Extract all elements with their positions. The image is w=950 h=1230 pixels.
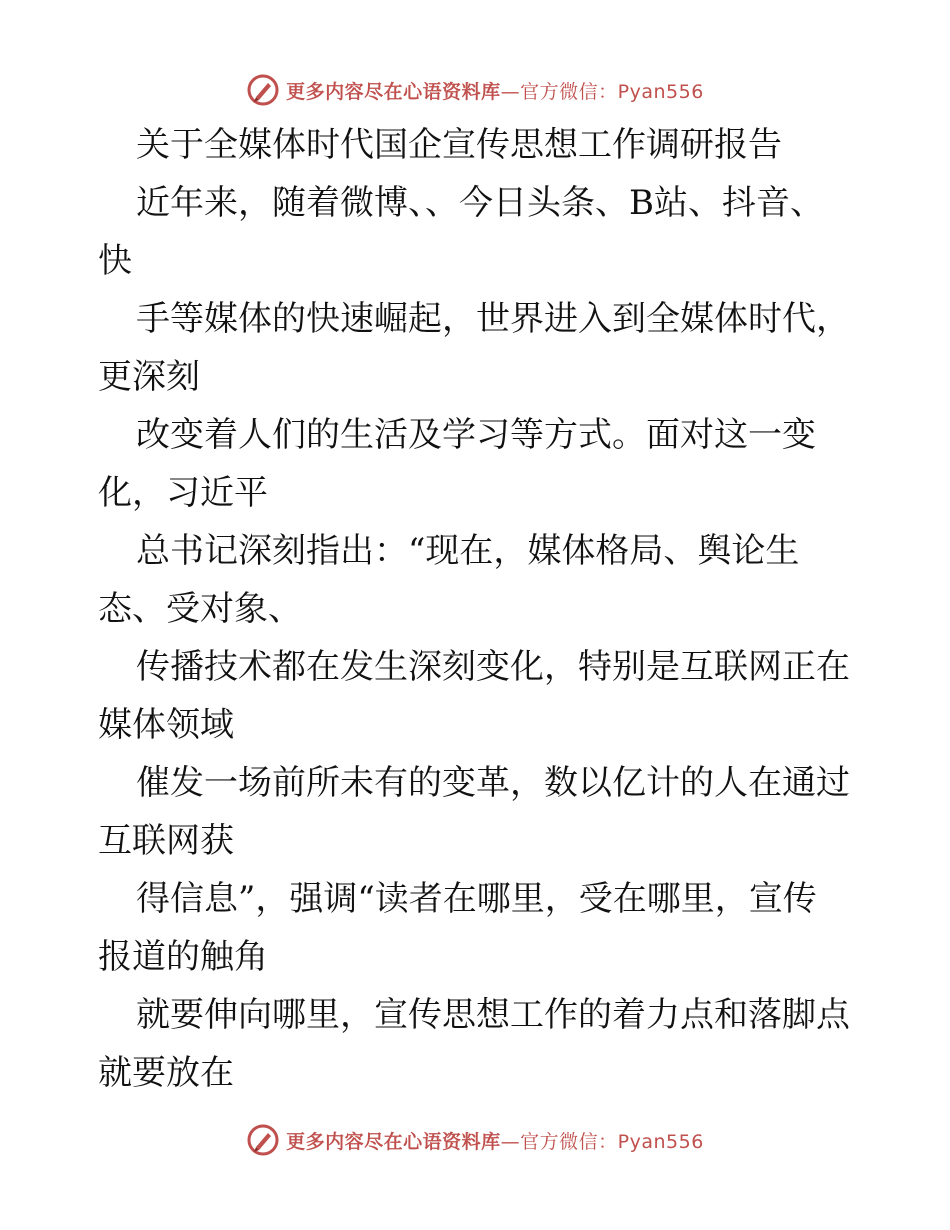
pen-logo-icon — [246, 73, 280, 107]
pen-logo-icon — [246, 1123, 280, 1157]
document-line: 化，习近平 — [98, 473, 268, 513]
document-line: 就要伸向哪里，宣传思想工作的着力点和落脚点 — [136, 995, 850, 1035]
document-line: 快 — [98, 241, 132, 281]
document-line: 态、受对象、 — [98, 589, 302, 629]
document-line: 互联网获 — [98, 821, 234, 861]
document-line: 改变着人们的生活及学习等方式。面对这一变 — [136, 415, 816, 455]
watermark-main-text: 更多内容尽在心语资料库 — [286, 80, 501, 103]
document-line: 总书记深刻指出：“现在，媒体格局、舆论生 — [136, 531, 800, 571]
document-line: 得信息”，强调“读者在哪里，受在哪里，宣传 — [136, 879, 817, 919]
document-line: 报道的触角 — [98, 937, 268, 977]
header-watermark — [0, 70, 950, 110]
watermark-main-text: 更多内容尽在心语资料库 — [286, 1130, 501, 1153]
footer-watermark — [0, 1120, 950, 1160]
document-line: 关于全媒体时代国企宣传思想工作调研报告 — [136, 125, 782, 165]
watermark-sub-text: —官方微信：Pyan556 — [500, 80, 704, 103]
document-body — [98, 116, 858, 1102]
document-line: 传播技术都在发生深刻变化，特别是互联网正在 — [136, 647, 850, 687]
document-line: 就要放在 — [98, 1053, 234, 1093]
document-line: 更深刻 — [98, 357, 200, 397]
document-line: 媒体领域 — [98, 705, 234, 745]
document-line: 催发一场前所未有的变革，数以亿计的人在通过 — [136, 763, 850, 803]
document-line: 手等媒体的快速崛起，世界进入到全媒体时代， — [136, 299, 850, 339]
watermark-sub-text: —官方微信：Pyan556 — [500, 1130, 704, 1153]
document-line: 近年来，随着微博、、今日头条、B站、抖音、 — [136, 183, 824, 223]
